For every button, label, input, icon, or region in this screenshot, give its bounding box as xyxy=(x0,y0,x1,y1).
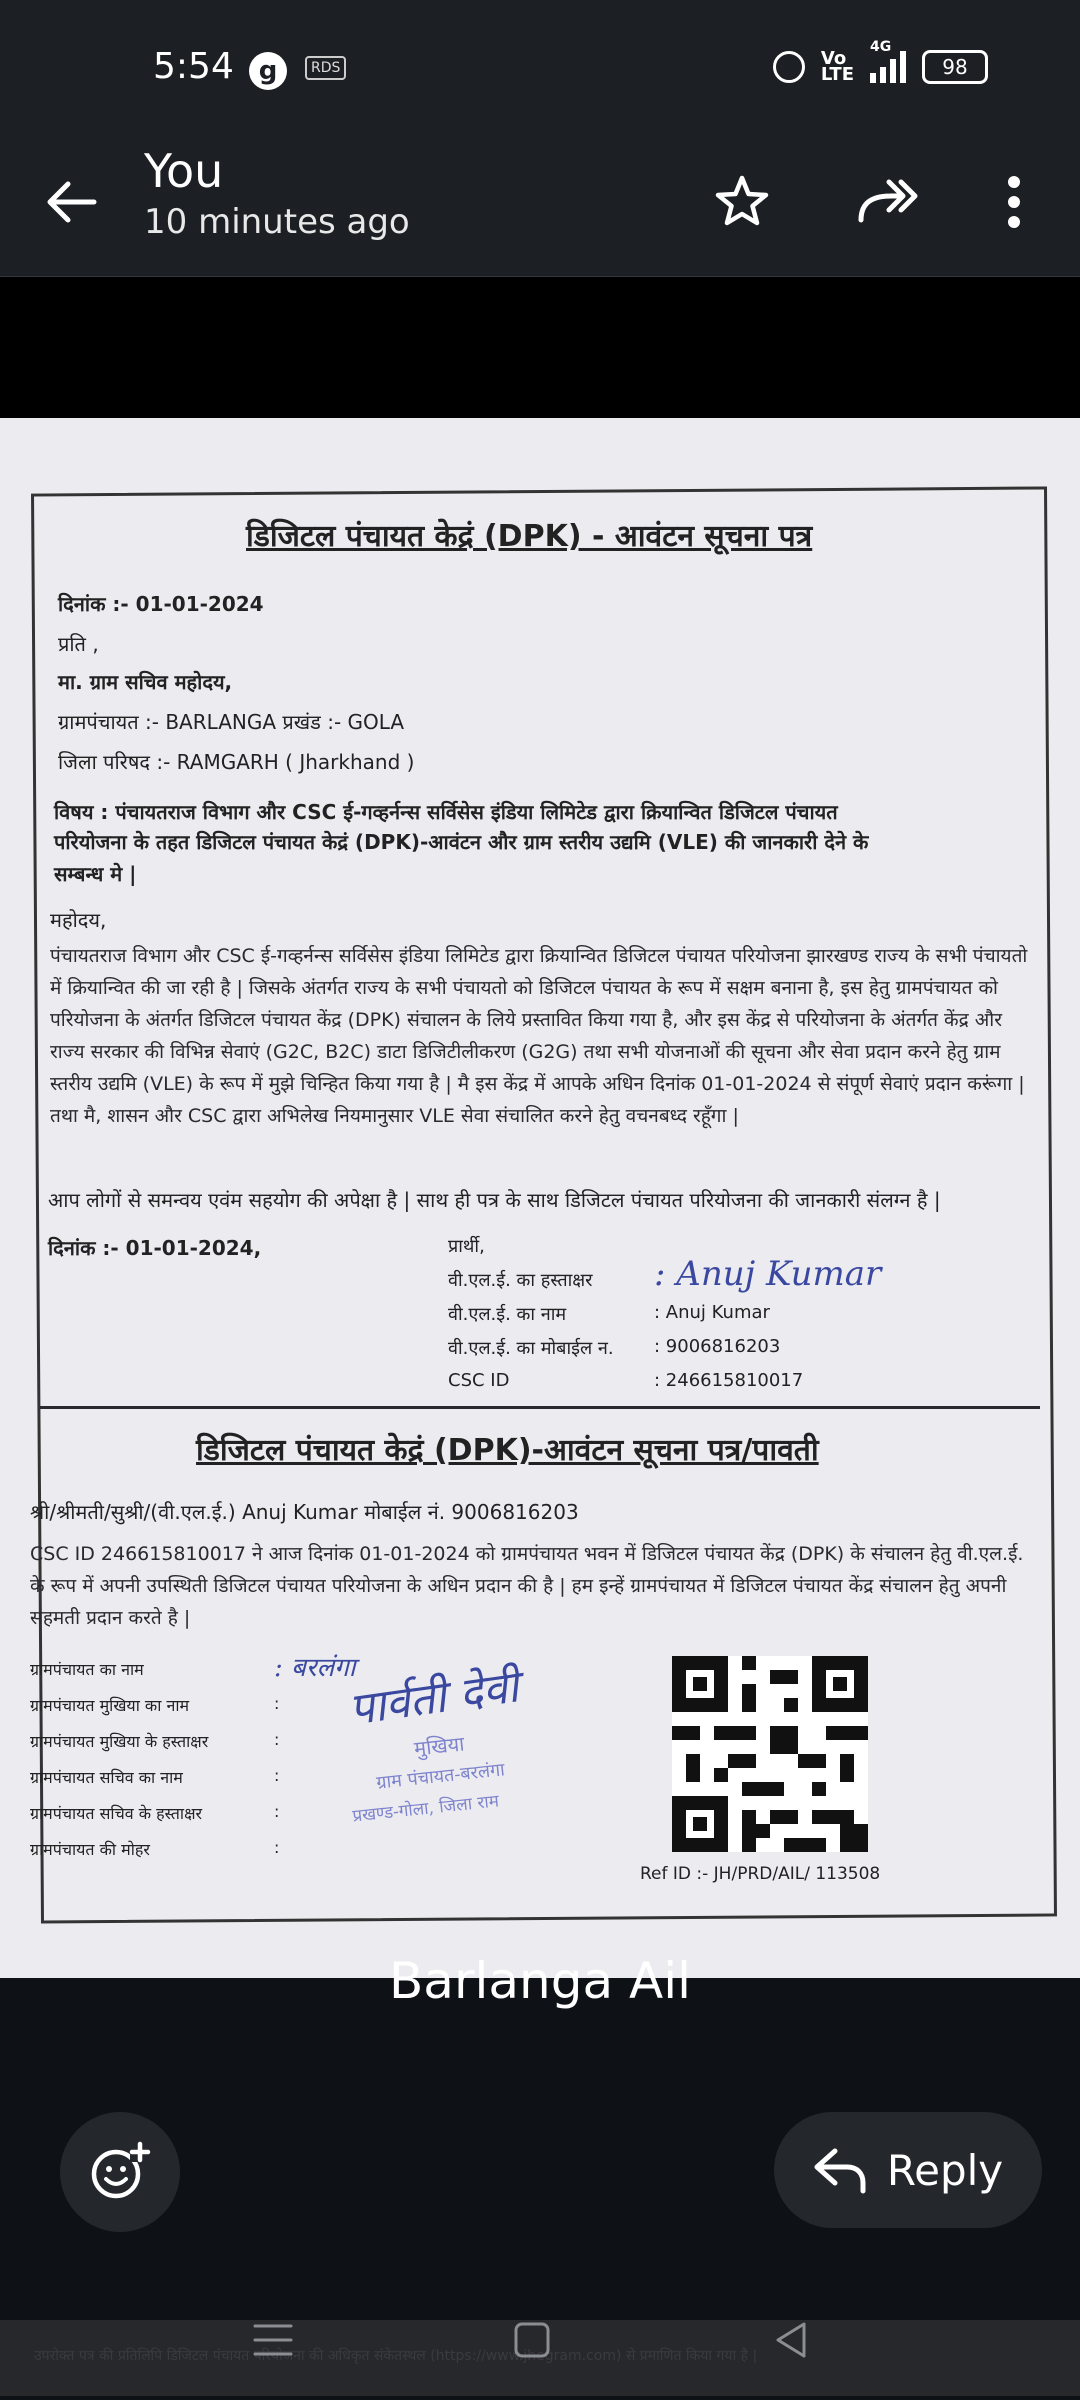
doc-subject-line2: परियोजना के तहत डिजिटल पंचायत केद्रं (DPK)-आवंटन और ग्राम स्तरीय उद्यमि (VLE) की जानकारी देने के xyxy=(54,830,869,854)
doc-subject-line3: सम्बन्ध मे | xyxy=(54,862,137,886)
forward-button[interactable] xyxy=(846,162,926,242)
doc-panchayat: ग्रामपंचायत :- BARLANGA प्रखंड :- GOLA xyxy=(58,710,405,734)
vle-signature: : Anuj Kumar xyxy=(654,1254,882,1294)
more-options-button[interactable] xyxy=(974,162,1054,242)
menu-icon xyxy=(253,2322,293,2358)
reply-icon xyxy=(813,2147,867,2193)
doc-subject-line1: विषय : पंचायतराज विभाग और CSC ई-गव्हर्नन्स सर्विसेस इंडिया लिमिटेड द्वारा क्रियान्वित डिजिटल पंचायत xyxy=(54,800,838,824)
gp-head-sign-colon: : xyxy=(274,1730,280,1749)
doc-addressee: मा. ग्राम सचिव महोदय, xyxy=(58,670,233,694)
gp-secy-label: ग्रामपंचायत सचिव का नाम xyxy=(30,1768,183,1787)
forward-icon xyxy=(853,172,919,232)
notification-g-icon: g xyxy=(249,52,287,90)
csc-id-value: : 246615810017 xyxy=(654,1370,804,1391)
vle-name-label: वी.एल.ई. का नाम xyxy=(448,1304,567,1325)
doc-heading-receipt: डिजिटल पंचायत केद्रं (DPK)-आवंटन सूचना पत्र/पावती xyxy=(196,1433,819,1468)
home-button[interactable] xyxy=(497,2310,567,2370)
image-caption: Barlanga Ail xyxy=(389,1952,691,2010)
doc-prati: प्रति , xyxy=(58,632,99,656)
doc-request-line: आप लोगों से समन्वय एवंम सहयोग की अपेक्षा है | साथ ही पत्र के साथ डिजिटल पंचायत परियोजना की जानकारी संलग्न है | xyxy=(48,1188,941,1212)
gp-head-label: ग्रामपंचायत मुखिया का नाम xyxy=(30,1696,190,1715)
vle-name-value: : Anuj Kumar xyxy=(654,1302,770,1323)
signal-icon xyxy=(870,39,906,83)
doc-body-paragraph: पंचायतराज विभाग और CSC ई-गव्हर्नन्स सर्विसेस इंडिया लिमिटेड द्वारा क्रियान्वित डिजिटल पंचायत परियोजना झारखण्ड राज्य के सभी पंचायतो में क्रियान्वित की जा रही है | जिसके अंतर्गत राज्य के सभी पंचायतो को डिजिटल पंचायत के रूप में सक्षम बनाना है, इस हेतु ग्रामपंचायत को परियोजना के अंतर्गत डिजिटल पंचायत केंद्र (DPK) संचालन के लिये प्रस्तावित किया गया है, और इस केंद्र से परियोजना के अंतर्गत केंद्र और राज्य सरकार की विभिन्न सेवाएं (G2C, B2C) डाटा डिजिटीलीकरण (G2G) तथा सभी योजनाओं की सूचना और सेवा प्रदान करने हेतु ग्राम स्तरीय उद्यमि (VLE) के रूप में मुझे चिन्हित किया गया है | मै इस केंद्र में आपके अधिन दिनांक 01-01-2024 से संपूर्ण सेवाएं प्रदान करूंगा | तथा मै, शासन और CSC द्वारा अभिलेख नियमानुसार VLE सेवा संचालित करने हेतु वचनबध्द रहूँगा | xyxy=(50,945,1028,1127)
doc-salutation: महोदय, xyxy=(50,908,107,932)
stamp-line2: ग्राम पंचायत-बरलंगा xyxy=(375,1759,506,1794)
app-bar xyxy=(0,140,1080,277)
message-timestamp: 10 minutes ago xyxy=(144,202,410,242)
reply-button[interactable] xyxy=(774,2112,1042,2228)
gp-seal-colon: : xyxy=(274,1838,280,1857)
gp-secy-sign-colon: : xyxy=(274,1802,280,1821)
doc-prarthi: प्रार्थी, xyxy=(448,1236,485,1257)
add-reaction-button[interactable] xyxy=(60,2112,180,2232)
stamp-line3: प्रखण्ड-गोला, जिला राम xyxy=(351,1791,500,1827)
stamp-line1: मुखिया xyxy=(412,1731,466,1761)
more-vert-icon xyxy=(1004,172,1024,232)
gp-secy-sign-label: ग्रामपंचायत सचिव के हस्ताक्षर xyxy=(30,1804,203,1823)
gp-head-sign-label: ग्रामपंचायत मुखिया के हस्ताक्षर xyxy=(30,1732,209,1751)
back-button[interactable] xyxy=(40,170,104,234)
doc-date: दिनांक :- 01-01-2024 xyxy=(58,592,264,616)
vle-sign-label: वी.एल.ई. का हस्ताक्षर xyxy=(448,1270,593,1291)
doc-sign-date: दिनांक :- 01-01-2024, xyxy=(48,1236,262,1260)
doc-footer-note: उपरोक्त पत्र की प्रतिलिपि डिजिटल पंचायत परियोजना की अधिकृत संकेतस्थल (https://www.jhegram.com) से प्रमाणित किया गया है | xyxy=(34,2348,758,2364)
system-nav-bar xyxy=(0,2290,1080,2400)
gp-name-label: ग्रामपंचायत का नाम xyxy=(30,1660,144,1679)
alarm-icon xyxy=(773,51,805,83)
doc-heading-allotment: डिजिटल पंचायत केद्रं (DPK) - आवंटन सूचना पत्र xyxy=(246,519,813,554)
reply-label: Reply xyxy=(886,2145,1004,2195)
csc-id-label: CSC ID xyxy=(448,1370,510,1391)
doc-district: जिला परिषद :- RAMGARH ( Jharkhand ) xyxy=(58,750,415,774)
arrow-back-icon xyxy=(40,170,104,234)
gp-secy-colon: : xyxy=(274,1766,280,1785)
doc-separator xyxy=(40,1406,1040,1409)
triangle-back-icon xyxy=(772,2320,810,2360)
back-nav-button[interactable] xyxy=(756,2310,826,2370)
gp-head-colon: : xyxy=(274,1694,280,1713)
battery-icon: 98 xyxy=(922,50,988,84)
status-bar xyxy=(0,0,1080,140)
status-time: 5:54 xyxy=(153,46,234,87)
star-icon xyxy=(712,172,772,232)
qr-code xyxy=(672,1656,868,1852)
doc-ack-line: श्री/श्रीमती/सुश्री/(वी.एल.ई.) Anuj Kumar मोबाईल नं. 9006816203 xyxy=(30,1500,579,1524)
gp-head-handwritten: पार्वती देवी xyxy=(345,1661,522,1736)
status-right-icons xyxy=(773,39,988,85)
gp-seal-label: ग्रामपंचायत की मोहर xyxy=(30,1840,150,1859)
square-icon xyxy=(513,2321,551,2359)
volte-icon: Vo LTE xyxy=(820,48,854,85)
add-reaction-icon xyxy=(90,2142,150,2202)
ref-id: Ref ID :- JH/PRD/AIL/ 113508 xyxy=(640,1864,881,1884)
sender-name: You xyxy=(144,144,224,198)
notification-rds-icon: RDS xyxy=(305,56,346,80)
recents-button[interactable] xyxy=(238,2310,308,2370)
vle-mobile-value: : 9006816203 xyxy=(654,1336,781,1357)
star-button[interactable] xyxy=(702,162,782,242)
network-type: 4G xyxy=(870,39,892,55)
doc-ack-paragraph: CSC ID 246615810017 ने आज दिनांक 01-01-2024 को ग्रामपंचायत भवन में डिजिटल पंचायत केंद्र (DPK) के संचालन हेतु वी.एल.ई. के रूप में अपनी उपस्थिती डिजिटल पंचायत परियोजना के अधिन प्रदान की है | हम इन्हें ग्रामपंचायत में डिजिटल पंचायत केंद्र संचालन हेतु अपनी सहमती प्रदान करते है | xyxy=(30,1543,1024,1629)
vle-mobile-label: वी.एल.ई. का मोबाईल न. xyxy=(448,1338,614,1359)
gp-name-handwritten: : बरलंगा xyxy=(274,1653,356,1683)
